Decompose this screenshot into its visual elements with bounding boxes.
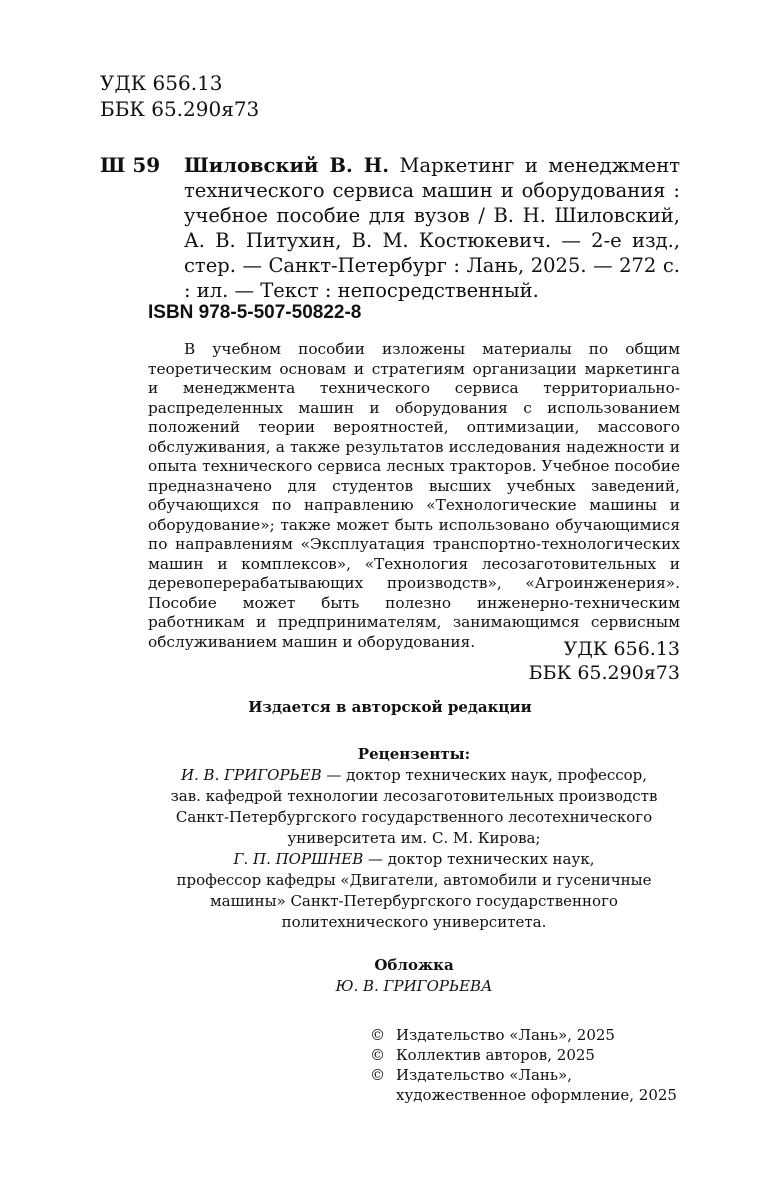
reviewer-1-line-4: университета им. С. М. Кирова; bbox=[287, 829, 541, 847]
reviewer-1-name: И. В. ГРИГОРЬЕВ bbox=[180, 766, 322, 784]
reviewer-2-name: Г. П. ПОРШНЕВ bbox=[233, 850, 364, 868]
udc-code: УДК 656.13 bbox=[100, 71, 223, 95]
udc-code-bottom: УДК 656.13 bbox=[563, 638, 680, 660]
reviewer-1-title: — доктор технических наук, профессор, bbox=[321, 766, 648, 784]
cover-heading: Обложка bbox=[374, 956, 454, 974]
reviewer-2-line-3: машины» Санкт-Петербургского государственного bbox=[210, 892, 618, 910]
copyright-block bbox=[370, 1025, 677, 1105]
cover-artist: Ю. В. ГРИГОРЬЕВА bbox=[335, 977, 493, 995]
abstract: В учебном пособии изложены материалы по общим теоретическим основам и стратегиям организации маркетинга и менеджмента технического сервиса территориально-распределенных машин и оборудования с использованием положений теории вероятностей, оптимизации, массового обслуживания, а также результатов исследования надежности и опыта технического сервиса лесных тракторов. Учебное пособие предназначено для студентов высших учебных заведений, обучающихся по направлению «Технологические машины и оборудование»; также может быть использовано обучающимися по направлениям «Эксплуатация транспортно-технологических машин и комплексов», «Технология лесозаготовительных и деревоперерабатывающих производств», «Агроинженерия». Пособие может быть полезно инженерно-техническим работникам и предпринимателям, занимающимся сервисным обслуживанием машин и оборудования. bbox=[148, 340, 680, 651]
reviewer-1-line-1 bbox=[148, 765, 680, 786]
reviewer-2-title: — доктор технических наук, bbox=[363, 850, 595, 868]
copyright-icon: © bbox=[370, 1046, 385, 1064]
author-name: Шиловский В. Н. bbox=[184, 154, 390, 177]
reviewer-2-line-4: политехнического университета. bbox=[281, 913, 547, 931]
copyright-line-1 bbox=[370, 1025, 677, 1045]
classification-header bbox=[100, 70, 259, 122]
reviewer-2-line-1 bbox=[148, 849, 680, 870]
copyright-line-4: художественное оформление, 2025 bbox=[396, 1086, 677, 1104]
copyright-line-2 bbox=[370, 1045, 677, 1065]
copyright-text-3: Издательство «Лань», bbox=[396, 1066, 573, 1084]
reviewer-1-line-3: Санкт-Петербургского государственного лесотехнического bbox=[175, 808, 653, 826]
reviewer-2-line-2: профессор кафедры «Двигатели, автомобили и гусеничные bbox=[176, 871, 652, 889]
bbk-code: ББК 65.290я73 bbox=[100, 97, 260, 121]
reviewer-1-line-2: зав. кафедрой технологии лесозаготовительных производств bbox=[170, 787, 658, 805]
cover-credit bbox=[148, 955, 680, 997]
bbk-code-bottom: ББК 65.290я73 bbox=[528, 662, 680, 684]
copyright-icon: © bbox=[370, 1026, 385, 1044]
catalog-entry bbox=[100, 153, 680, 303]
copyright-icon: © bbox=[370, 1066, 385, 1084]
copyright-line-3 bbox=[370, 1065, 677, 1085]
reviewers-heading: Рецензенты: bbox=[357, 745, 471, 763]
description-text: Маркетинг и менеджмент технического сервиса машин и оборудования : учебное пособие для вузов / В. Н. Шиловский, А. В. Питухин, В. М. Костюкевич. — 2-е изд., стер. — Санкт-Петербург : Лань, 2025. — 272 с. : ил. — Текст : непосредственный. bbox=[184, 154, 680, 302]
classification-footer bbox=[480, 637, 680, 685]
author-sign: Ш 59 bbox=[100, 153, 161, 177]
bibliographic-description bbox=[184, 153, 680, 303]
copyright-text-2: Коллектив авторов, 2025 bbox=[396, 1046, 595, 1064]
reviewers-block bbox=[148, 744, 680, 933]
edition-note: Издается в авторской редакции bbox=[248, 698, 532, 716]
copyright-text-1: Издательство «Лань», 2025 bbox=[396, 1026, 615, 1044]
isbn: ISBN 978-5-507-50822-8 bbox=[148, 302, 362, 323]
